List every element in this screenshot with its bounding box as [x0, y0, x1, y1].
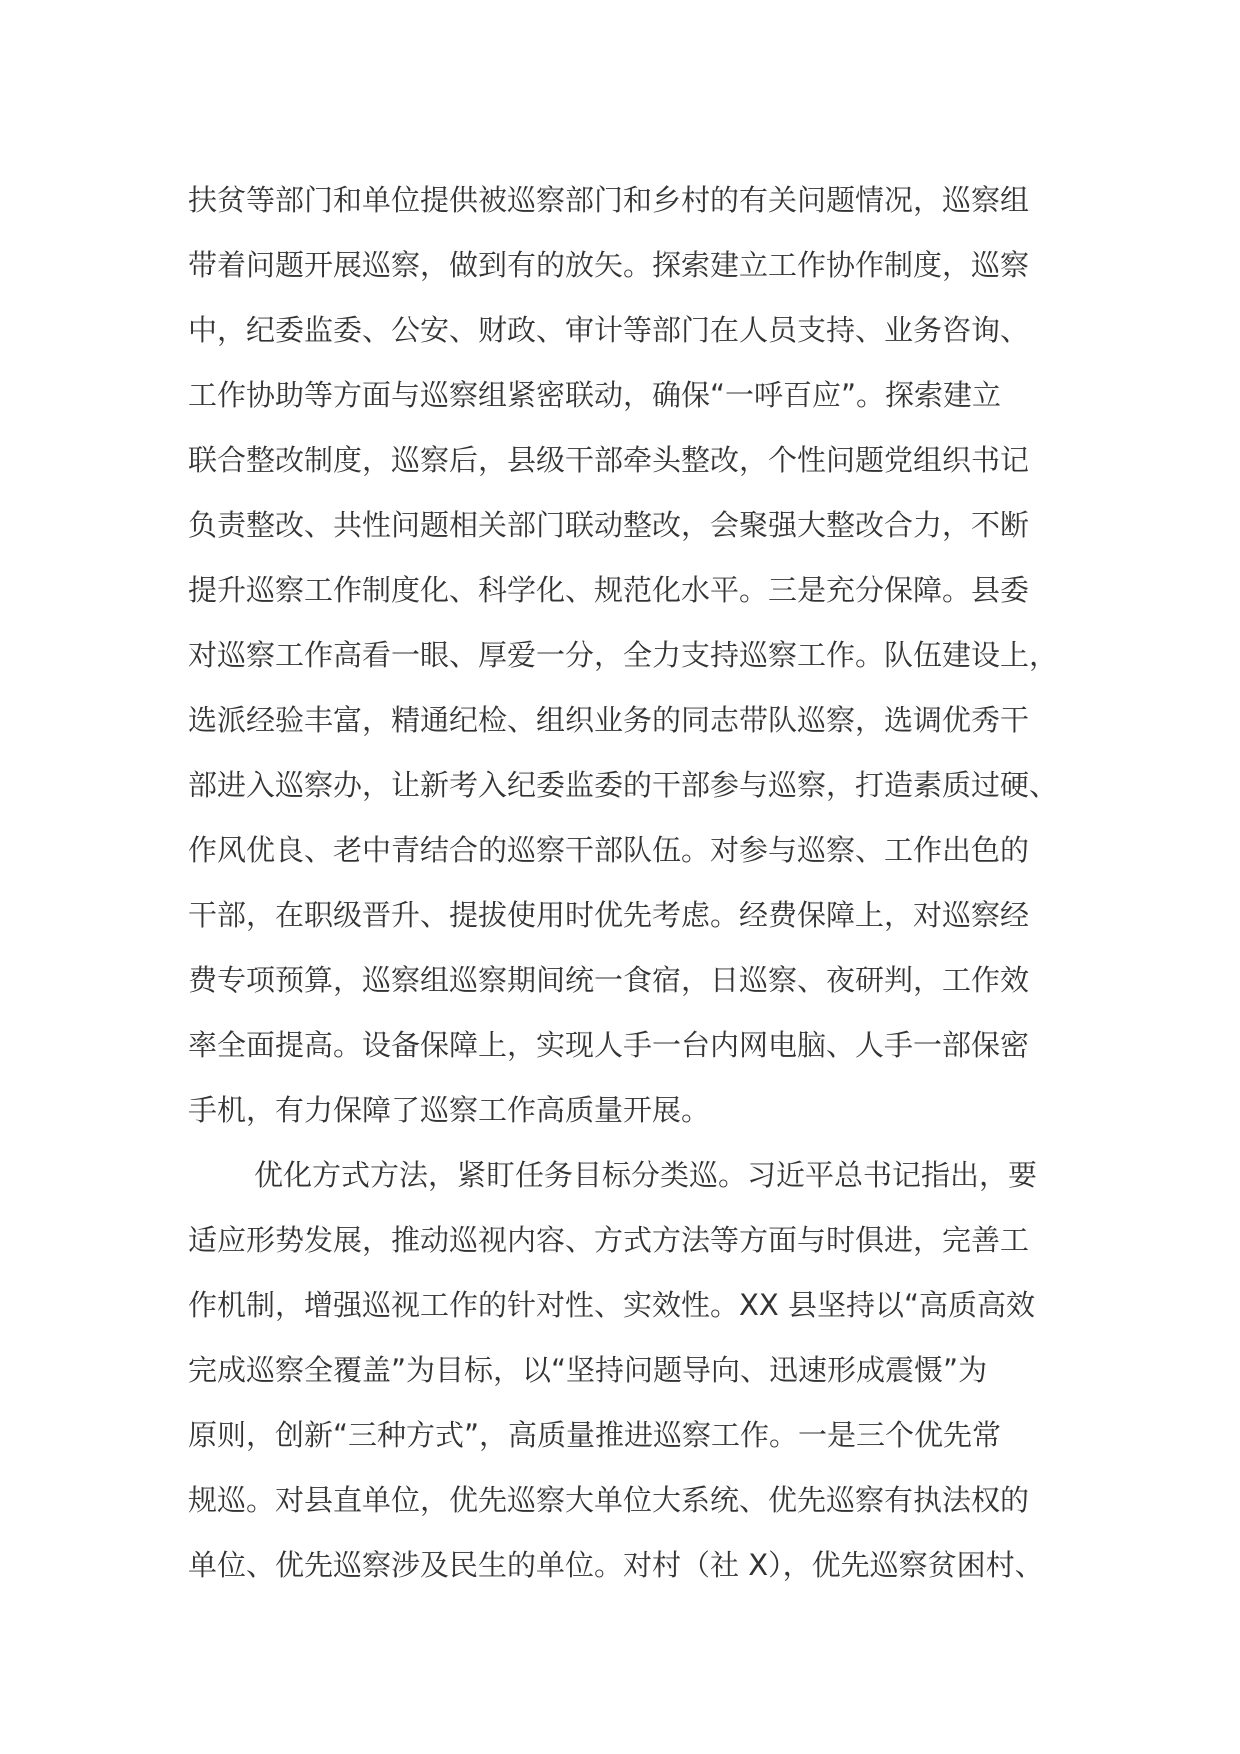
text-line: 作风优良、老中青结合的巡察干部队伍。对参与巡察、工作出色的: [188, 833, 1030, 867]
text-line: 对巡察工作高看一眼、厚爱一分，全力支持巡察工作。队伍建设上，: [188, 638, 1059, 672]
text-line: 规巡。对县直单位，优先巡察大单位大系统、优先巡察有执法权的: [188, 1483, 1030, 1517]
text-line: 率全面提高。设备保障上，实现人手一台内网电脑、人手一部保密: [188, 1028, 1030, 1062]
text-line: 原则，创新“三种方式”，高质量推进巡察工作。一是三个优先常: [188, 1418, 1002, 1452]
text-line: 作机制，增强巡视工作的针对性、实效性。XX 县坚持以“高质高效: [188, 1288, 1035, 1322]
text-line: 优化方式方法，紧盯任务目标分类巡。习近平总书记指出，要: [254, 1158, 1038, 1192]
text-line: 带着问题开展巡察，做到有的放矢。探索建立工作协作制度，巡察: [188, 248, 1030, 282]
text-line: 负责整改、共性问题相关部门联动整改，会聚强大整改合力，不断: [188, 508, 1030, 542]
text-line: 费专项预算，巡察组巡察期间统一食宿，日巡察、夜研判，工作效: [188, 963, 1030, 997]
text-line: 适应形势发展，推动巡视内容、方式方法等方面与时俱进，完善工: [188, 1223, 1030, 1257]
text-line: 联合整改制度，巡察后，县级干部牵头整改，个性问题党组织书记: [188, 443, 1030, 477]
text-line: 工作协助等方面与巡察组紧密联动，确保“一呼百应”。探索建立: [188, 378, 1002, 412]
text-line: 单位、优先巡察涉及民生的单位。对村（社 X），优先巡察贫困村、: [188, 1548, 1044, 1582]
text-line: 干部，在职级晋升、提拔使用时优先考虑。经费保障上，对巡察经: [188, 898, 1030, 932]
document-body: [188, 168, 1068, 1598]
paragraph-1: [188, 168, 1068, 1143]
text-line: 中，纪委监委、公安、财政、审计等部门在人员支持、业务咨询、: [188, 313, 1030, 347]
text-line: 手机，有力保障了巡察工作高质量开展。: [188, 1093, 711, 1127]
paragraph-2: [188, 1143, 1068, 1598]
text-line: 完成巡察全覆盖”为目标，以“坚持问题导向、迅速形成震慑”为: [188, 1353, 988, 1387]
text-line: 选派经验丰富，精通纪检、组织业务的同志带队巡察，选调优秀干: [188, 703, 1030, 737]
text-line: 扶贫等部门和单位提供被巡察部门和乡村的有关问题情况，巡察组: [188, 183, 1030, 217]
text-line: 部进入巡察办，让新考入纪委监委的干部参与巡察，打造素质过硬、: [188, 768, 1059, 802]
text-line: 提升巡察工作制度化、科学化、规范化水平。三是充分保障。县委: [188, 573, 1030, 607]
